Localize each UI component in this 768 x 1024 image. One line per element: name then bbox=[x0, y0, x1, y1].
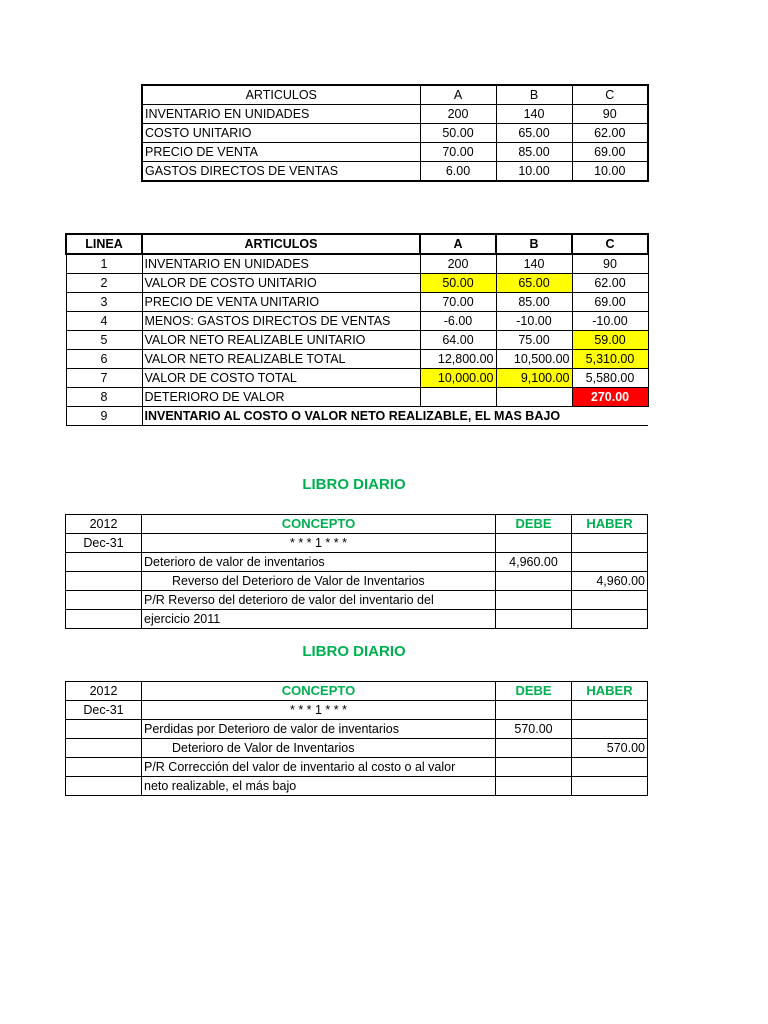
cell-b-highlighted: 65.00 bbox=[496, 274, 572, 293]
empty-cell bbox=[66, 758, 142, 777]
header-concepto: CONCEPTO bbox=[142, 682, 496, 701]
cell-c: 90 bbox=[572, 105, 648, 124]
empty-cell bbox=[66, 553, 142, 572]
cell-a: 50.00 bbox=[420, 124, 496, 143]
empty-cell bbox=[572, 534, 648, 553]
entry-description-line2: ejercicio 2011 bbox=[142, 610, 496, 629]
cell-linea: 7 bbox=[66, 369, 142, 388]
cell-c-highlighted: 5,310.00 bbox=[572, 350, 648, 369]
cell-c: 62.00 bbox=[572, 124, 648, 143]
table-row bbox=[66, 777, 648, 796]
table-row bbox=[66, 312, 648, 331]
cell-b: -10.00 bbox=[496, 312, 572, 331]
cell-linea: 6 bbox=[66, 350, 142, 369]
table-row bbox=[66, 254, 648, 274]
empty-cell bbox=[496, 777, 572, 796]
table-row bbox=[142, 143, 648, 162]
journal-year: 2012 bbox=[66, 682, 142, 701]
row-label: VALOR DE COSTO UNITARIO bbox=[142, 274, 420, 293]
empty-cell bbox=[66, 739, 142, 758]
row-label: DETERIORO DE VALOR bbox=[142, 388, 420, 407]
table-row bbox=[66, 407, 648, 426]
header-haber: HABER bbox=[572, 515, 648, 534]
journal-entry-table bbox=[65, 681, 648, 796]
empty-cell bbox=[572, 720, 648, 739]
cell-a: 200 bbox=[420, 105, 496, 124]
empty-cell bbox=[496, 572, 572, 591]
cell-a: 6.00 bbox=[420, 162, 496, 182]
empty-cell bbox=[496, 534, 572, 553]
cell-c: 5,580.00 bbox=[572, 369, 648, 388]
entry-description-line2: neto realizable, el más bajo bbox=[142, 777, 496, 796]
credit-account: Deterioro de Valor de Inventarios bbox=[142, 739, 496, 758]
journal-title: LIBRO DIARIO bbox=[302, 476, 406, 493]
empty-cell bbox=[496, 758, 572, 777]
cell-a-highlighted: 10,000.00 bbox=[420, 369, 496, 388]
cell-linea: 8 bbox=[66, 388, 142, 407]
table-row bbox=[66, 293, 648, 312]
header-c: C bbox=[572, 234, 648, 254]
cell-b: 140 bbox=[496, 254, 572, 274]
empty-cell bbox=[66, 610, 142, 629]
table-row bbox=[66, 369, 648, 388]
table-header-row bbox=[66, 234, 648, 254]
empty-cell bbox=[66, 777, 142, 796]
empty-cell bbox=[66, 720, 142, 739]
cell-b: 85.00 bbox=[496, 143, 572, 162]
cell-linea: 9 bbox=[66, 407, 142, 426]
table-row bbox=[66, 610, 648, 629]
cell-a: 12,800.00 bbox=[420, 350, 496, 369]
journal-date: Dec-31 bbox=[66, 701, 142, 720]
empty-cell bbox=[572, 777, 648, 796]
cell-c-impairment: 270.00 bbox=[572, 388, 648, 407]
row-label: VALOR NETO REALIZABLE UNITARIO bbox=[142, 331, 420, 350]
cell-a: 64.00 bbox=[420, 331, 496, 350]
table-row bbox=[66, 701, 648, 720]
cell-b: 75.00 bbox=[496, 331, 572, 350]
table-row bbox=[66, 534, 648, 553]
empty-cell bbox=[572, 553, 648, 572]
header-b: B bbox=[496, 85, 572, 105]
table-row bbox=[66, 331, 648, 350]
journal-header-row bbox=[66, 682, 648, 701]
empty-cell bbox=[572, 610, 648, 629]
cell-c: 62.00 bbox=[572, 274, 648, 293]
empty-cell bbox=[496, 701, 572, 720]
cell-c-highlighted: 59.00 bbox=[572, 331, 648, 350]
cell-c: 69.00 bbox=[572, 293, 648, 312]
journal-date: Dec-31 bbox=[66, 534, 142, 553]
header-c: C bbox=[572, 85, 648, 105]
credit-amount: 4,960.00 bbox=[572, 572, 648, 591]
cell-b-highlighted: 9,100.00 bbox=[496, 369, 572, 388]
row-label: INVENTARIO EN UNIDADES bbox=[142, 105, 420, 124]
row-label: VALOR NETO REALIZABLE TOTAL bbox=[142, 350, 420, 369]
cell-linea: 5 bbox=[66, 331, 142, 350]
empty-cell bbox=[572, 701, 648, 720]
cell-linea: 2 bbox=[66, 274, 142, 293]
table-row bbox=[66, 553, 648, 572]
cell-linea: 3 bbox=[66, 293, 142, 312]
cell-a: 70.00 bbox=[420, 293, 496, 312]
header-a: A bbox=[420, 85, 496, 105]
table-row bbox=[66, 758, 648, 777]
header-a: A bbox=[420, 234, 496, 254]
header-concepto: CONCEPTO bbox=[142, 515, 496, 534]
cell-b: 140 bbox=[496, 105, 572, 124]
header-debe: DEBE bbox=[496, 515, 572, 534]
debit-account: Deterioro de valor de inventarios bbox=[142, 553, 496, 572]
table-row bbox=[66, 274, 648, 293]
table-row bbox=[66, 572, 648, 591]
table-row bbox=[66, 591, 648, 610]
row-label: PRECIO DE VENTA UNITARIO bbox=[142, 293, 420, 312]
header-haber: HABER bbox=[572, 682, 648, 701]
table-row bbox=[142, 162, 648, 182]
credit-account: Reverso del Deterioro de Valor de Inventarios bbox=[142, 572, 496, 591]
header-articulos: ARTICULOS bbox=[142, 234, 420, 254]
cell-a-highlighted: 50.00 bbox=[420, 274, 496, 293]
journal-year: 2012 bbox=[66, 515, 142, 534]
table-row bbox=[66, 388, 648, 407]
debit-amount: 4,960.00 bbox=[496, 553, 572, 572]
cell-b: 10,500.00 bbox=[496, 350, 572, 369]
empty-cell bbox=[496, 610, 572, 629]
cell-a: 200 bbox=[420, 254, 496, 274]
cell-a bbox=[420, 388, 496, 407]
row-label: VALOR DE COSTO TOTAL bbox=[142, 369, 420, 388]
cell-b: 65.00 bbox=[496, 124, 572, 143]
table-row bbox=[66, 739, 648, 758]
row-label-summary: INVENTARIO AL COSTO O VALOR NETO REALIZABLE, EL MAS BAJO bbox=[142, 407, 648, 426]
header-debe: DEBE bbox=[496, 682, 572, 701]
cell-b: 10.00 bbox=[496, 162, 572, 182]
cell-a: -6.00 bbox=[420, 312, 496, 331]
table-row bbox=[66, 720, 648, 739]
table-header-row bbox=[142, 85, 648, 105]
entry-number: * * * 1 * * * bbox=[142, 534, 496, 553]
debit-amount: 570.00 bbox=[496, 720, 572, 739]
journal-title: LIBRO DIARIO bbox=[302, 643, 406, 660]
empty-cell bbox=[572, 758, 648, 777]
cell-b bbox=[496, 388, 572, 407]
header-linea: LINEA bbox=[66, 234, 142, 254]
entry-number: * * * 1 * * * bbox=[142, 701, 496, 720]
cell-a: 70.00 bbox=[420, 143, 496, 162]
journal-header-row bbox=[66, 515, 648, 534]
empty-cell bbox=[496, 591, 572, 610]
valuation-table bbox=[65, 233, 649, 426]
debit-account: Perdidas por Deterioro de valor de inventarios bbox=[142, 720, 496, 739]
row-label: COSTO UNITARIO bbox=[142, 124, 420, 143]
journal-entry-table bbox=[65, 514, 648, 629]
table-row bbox=[66, 350, 648, 369]
entry-description-line1: P/R Reverso del deterioro de valor del inventario del bbox=[142, 591, 496, 610]
entry-description-line1: P/R Corrección del valor de inventario al costo o al valor bbox=[142, 758, 496, 777]
row-label: MENOS: GASTOS DIRECTOS DE VENTAS bbox=[142, 312, 420, 331]
cell-linea: 1 bbox=[66, 254, 142, 274]
empty-cell bbox=[66, 572, 142, 591]
empty-cell bbox=[572, 591, 648, 610]
empty-cell bbox=[66, 591, 142, 610]
cell-c: -10.00 bbox=[572, 312, 648, 331]
table-row bbox=[142, 105, 648, 124]
table-row bbox=[142, 124, 648, 143]
cell-b: 85.00 bbox=[496, 293, 572, 312]
credit-amount: 570.00 bbox=[572, 739, 648, 758]
header-b: B bbox=[496, 234, 572, 254]
articles-table bbox=[141, 84, 649, 182]
empty-cell bbox=[496, 739, 572, 758]
row-label: PRECIO DE VENTA bbox=[142, 143, 420, 162]
cell-c: 90 bbox=[572, 254, 648, 274]
cell-linea: 4 bbox=[66, 312, 142, 331]
cell-c: 10.00 bbox=[572, 162, 648, 182]
row-label: GASTOS DIRECTOS DE VENTAS bbox=[142, 162, 420, 182]
cell-c: 69.00 bbox=[572, 143, 648, 162]
header-articulos: ARTICULOS bbox=[142, 85, 420, 105]
row-label: INVENTARIO EN UNIDADES bbox=[142, 254, 420, 274]
